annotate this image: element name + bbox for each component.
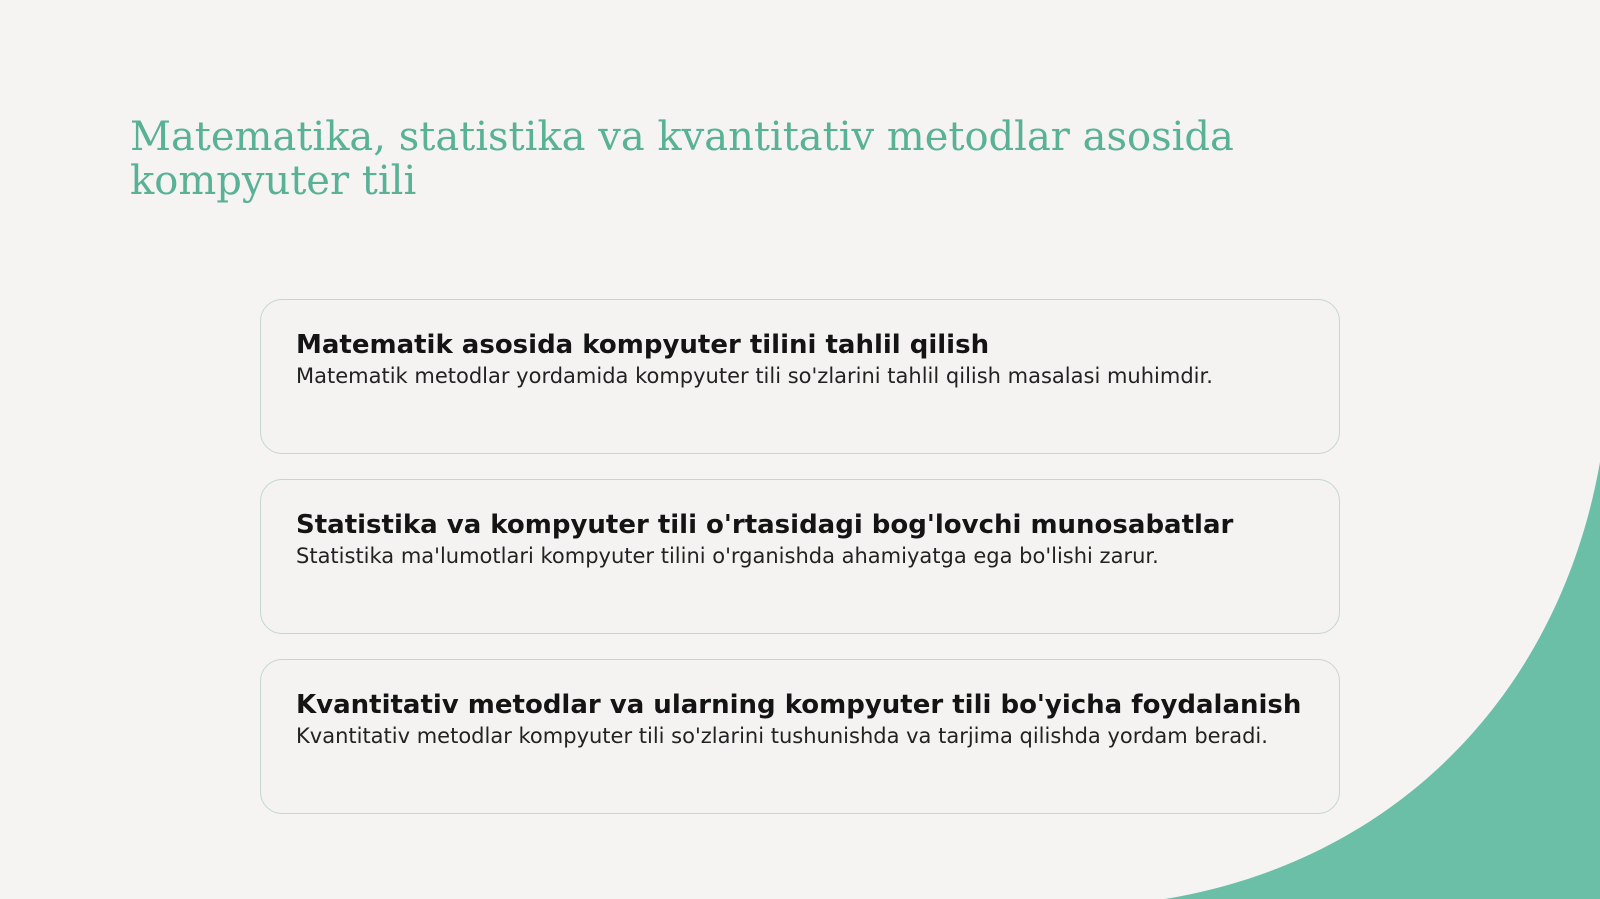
- info-card: [260, 299, 1340, 454]
- card-description: Statistika ma'lumotlari kompyuter tilini o'rganishda ahamiyatga ega bo'lishi zarur.: [296, 544, 1159, 568]
- slide-title: Matematika, statistika va kvantitativ metodlar asosida kompyuter tili: [130, 114, 1234, 204]
- info-card: [260, 659, 1340, 814]
- card-description: Matematik metodlar yordamida kompyuter tili so'zlarini tahlil qilish masalasi muhimdir.: [296, 364, 1213, 388]
- card-description: Kvantitativ metodlar kompyuter tili so'zlarini tushunishda va tarjima qilishda yordam beradi.: [296, 724, 1268, 748]
- card-heading: Kvantitativ metodlar va ularning kompyuter tili bo'yicha foydalanish: [296, 690, 1302, 720]
- card-heading: Statistika va kompyuter tili o'rtasidagi bog'lovchi munosabatlar: [296, 510, 1234, 540]
- card-heading: Matematik asosida kompyuter tilini tahlil qilish: [296, 330, 990, 360]
- info-card: [260, 479, 1340, 634]
